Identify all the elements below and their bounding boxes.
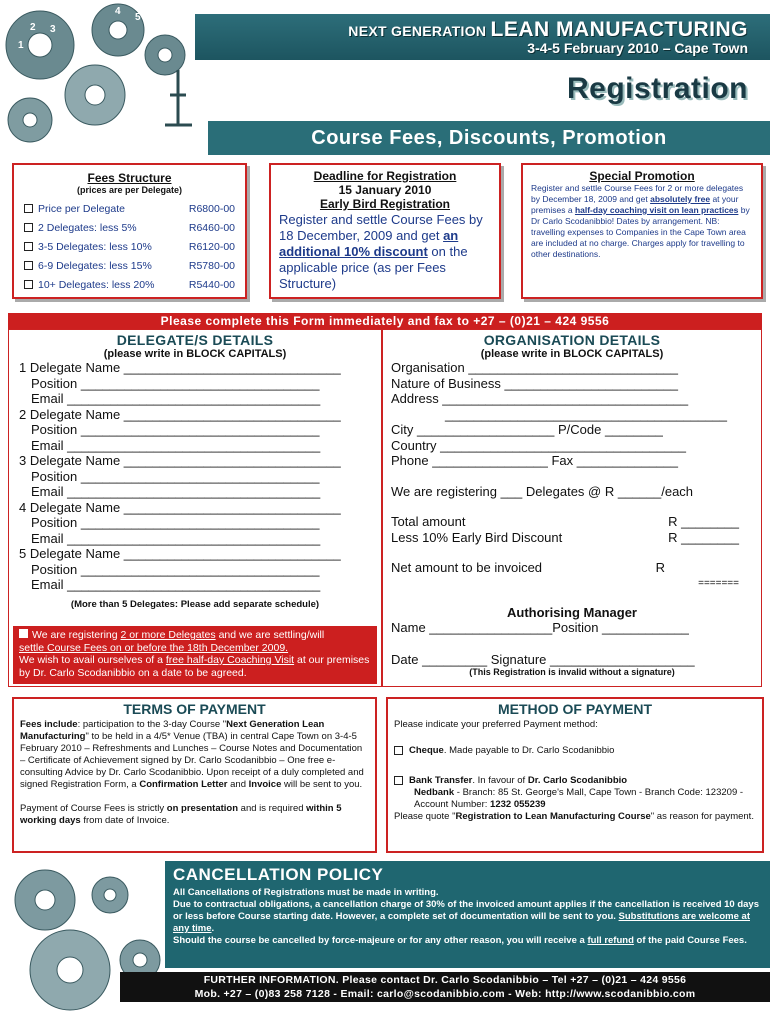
terms-of-payment-box: [12, 697, 377, 853]
country-field[interactable]: Country __________________________________: [391, 437, 686, 453]
payment-terms-text: [20, 803, 369, 827]
net-amount-underline: =======: [698, 577, 739, 589]
payment-bold-2: within 5 working days: [20, 803, 342, 826]
terms-bold-4: Invoice: [248, 779, 282, 790]
coaching-visit-option[interactable]: [13, 626, 377, 684]
method-of-payment-box: [386, 697, 764, 853]
subhead-bar: Course Fees, Discounts, Promotion: [208, 121, 770, 155]
coaching-underline-1: 2 or more Delegates: [120, 629, 216, 641]
terms-text-2: " to be held in a 4/5* Venue (TBA) in central Cape Town on 3-4-5 February 2010 – Refreshments and Lunches – Course Notes and Documentation – Certificate of Achievement signed by Dr. Carlo Scodanibbio – One free e-consulting Advice by Dr. Carlo Scodanibbio. Upon receipt of a duly completed and signed Registration Form, a: [20, 731, 364, 790]
coaching-text-3: We wish to avail ourselves of a: [19, 654, 166, 666]
footer-line-2: Mob. +27 – (0)83 258 7128 - Email: carlo@scodanibbio.com - Web: http://www.scodanibbio.com: [194, 988, 696, 1000]
fee-label: 10+ Delegates: less 20%: [38, 278, 155, 291]
signature-required-note: (This Registration is invalid without a signature): [469, 667, 675, 677]
reference-text-2: " as reason for payment.: [650, 811, 754, 822]
delegate-title: DELEGATE/S DETAILS: [116, 332, 274, 348]
delegates-count-field[interactable]: We are registering ___ Delegates @ R ______/each: [391, 483, 694, 499]
fee-row[interactable]: [24, 199, 235, 218]
header: [0, 0, 770, 120]
method-text: [394, 719, 756, 823]
delegate-3-position-field[interactable]: Position _________________________________: [31, 468, 320, 484]
fee-row[interactable]: [24, 256, 235, 275]
cancellation-line-3: [173, 935, 762, 947]
cheque-label: Cheque: [409, 745, 444, 756]
date-signature-field[interactable]: Date _________ Signature ____________________: [391, 651, 695, 667]
delegate-5-position-field[interactable]: Position _________________________________: [31, 561, 320, 577]
fee-label: 3-5 Delegates: less 10%: [38, 240, 152, 253]
svg-text:3: 3: [50, 24, 56, 35]
checkbox-icon[interactable]: [24, 261, 33, 270]
terms-text-3: and: [227, 779, 249, 790]
footer-line-1: [120, 973, 770, 987]
terms-bold-3: Confirmation Letter: [139, 779, 228, 790]
net-amount-label: Net amount to be invoiced: [391, 560, 543, 575]
fees-subtitle: (prices are per Delegate): [76, 185, 183, 195]
fee-label: 2 Delegates: less 5%: [38, 221, 137, 234]
svg-text:5: 5: [135, 12, 141, 23]
fee-price: R5440-00: [188, 278, 235, 291]
terms-bold-2: Next Generation Lean Manufacturing: [20, 719, 325, 742]
total-amount-row[interactable]: [383, 514, 761, 530]
refund-text-1: Should the course be cancelled by force-majeure or for any other reason, you will receive a: [173, 935, 588, 946]
delegate-2-name-field[interactable]: 2 Delegate Name ______________________________: [19, 406, 341, 422]
cancellation-text: [173, 887, 762, 947]
checkbox-icon[interactable]: [24, 242, 33, 251]
terms-bold-1: Fees include: [20, 719, 78, 730]
delegate-5-email-field[interactable]: Email ___________________________________: [31, 577, 321, 592]
coaching-underline-2: settle Course Fees on or before the 18th December 2009.: [19, 641, 289, 654]
cheque-option[interactable]: [394, 745, 756, 757]
refund-text-2: of the paid Course Fees.: [633, 935, 747, 946]
organisation-title: ORGANISATION DETAILS: [483, 332, 661, 348]
full-refund-text: full refund: [587, 935, 634, 946]
bank-payee: Dr. Carlo Scodanibbio: [527, 775, 628, 786]
svg-text:1: 1: [18, 40, 24, 51]
fee-label: Price per Delegate: [38, 202, 125, 215]
title-main: LEAN MANUFACTURING: [490, 18, 748, 41]
city-pcode-field[interactable]: City ___________________ P/Code ________: [391, 422, 663, 437]
bank-name: Nedbank: [414, 787, 455, 798]
fee-price: R6460-00: [188, 221, 235, 234]
delegate-subtitle: (please write in BLOCK CAPITALS): [103, 348, 287, 360]
delegate-1-email-field[interactable]: Email ___________________________________: [31, 391, 321, 406]
early-bird-discount: an additional 10% discount: [279, 228, 459, 259]
contact-phone: Please contact Dr. Carlo Scodanibbio – Tel +27 – (0)21 – 424 9556: [338, 974, 687, 986]
delegate-4-name-field[interactable]: 4 Delegate Name ______________________________: [19, 499, 341, 515]
total-amount-label: Total amount: [391, 514, 466, 529]
delegate-3-name-field[interactable]: 3 Delegate Name ______________________________: [19, 453, 341, 468]
discount-field[interactable]: R ________: [668, 529, 739, 545]
terms-text: [20, 719, 369, 791]
early-bird-text-1: Register and settle Course Fees by 18 December, 2009 and get: [279, 212, 483, 243]
fax-instruction-bar: Please complete this Form immediately and fax to +27 – (0)21 – 424 9556: [8, 313, 762, 329]
address-field[interactable]: Address __________________________________: [391, 391, 689, 406]
cheque-text: . Made payable to Dr. Carlo Scodanibbio: [443, 745, 615, 756]
promo-coaching: half-day coaching visit on lean practices: [574, 205, 739, 215]
fee-label: 6-9 Delegates: less 15%: [38, 259, 152, 272]
organisation-subtitle: (please write in BLOCK CAPITALS): [480, 348, 664, 360]
further-info-label: FURTHER INFORMATION.: [203, 974, 339, 986]
page-title: Registration: [566, 72, 748, 105]
checkbox-icon[interactable]: [394, 776, 403, 785]
delegate-5-name-field[interactable]: 5 Delegate Name ______________________________: [19, 546, 341, 561]
fee-row[interactable]: [24, 237, 235, 256]
promo-text-1: Register and settle Course Fees for 2 or more delegates by December 18, 2009 and get: [531, 183, 744, 204]
organisation-field[interactable]: Organisation _____________________________: [391, 360, 678, 375]
bank-transfer-label: Bank Transfer: [409, 775, 473, 786]
payment-bold-1: on presentation: [166, 803, 239, 814]
cancellation-title: CANCELLATION POLICY: [173, 865, 384, 884]
total-amount-field[interactable]: R ________: [668, 514, 739, 529]
checkbox-icon[interactable]: [394, 746, 403, 755]
discount-label: Less 10% Early Bird Discount: [391, 529, 563, 545]
address-field-2[interactable]: _______________________________________: [445, 406, 727, 422]
delegate-4-position-field[interactable]: Position _________________________________: [31, 515, 320, 530]
cancellation-line-2: [173, 899, 762, 935]
checkbox-icon[interactable]: [24, 223, 33, 232]
early-bird-text-2: on the applicable price (as per Fees Structure): [279, 244, 468, 291]
bank-transfer-option[interactable]: [394, 775, 756, 787]
early-bird-text: [279, 212, 491, 292]
fee-price: R6120-00: [188, 240, 235, 253]
coaching-text-1: We are registering: [32, 629, 121, 641]
authorising-manager-title: Authorising Manager: [506, 605, 637, 620]
conference-dates: 3-4-5 February 2010 – Cape Town: [527, 40, 748, 56]
title-prefix: NEXT GENERATION: [348, 23, 487, 39]
contact-footer: [120, 972, 770, 1002]
delegate-1-name-field[interactable]: 1 Delegate Name ______________________________: [19, 360, 341, 375]
deadline-title: Deadline for Registration: [313, 169, 457, 183]
fee-row[interactable]: [24, 218, 235, 237]
substitutions-text: Substitutions are welcome at any time: [173, 911, 750, 934]
bank-details: [394, 787, 756, 811]
svg-text:4: 4: [115, 6, 121, 17]
checkbox-icon[interactable]: [24, 204, 33, 213]
early-bird-title: Early Bird Registration: [319, 197, 451, 211]
special-promotion-box: [521, 163, 763, 299]
discount-row[interactable]: [383, 530, 761, 546]
payment-text-1: Payment of Course Fees is strictly: [20, 803, 167, 814]
coaching-text-4: at our premises by Dr. Carlo Scodanibbio on a date to be agreed.: [19, 654, 370, 679]
net-amount-row[interactable]: [383, 560, 761, 576]
coaching-text-2: and we are settling/will: [215, 629, 325, 641]
net-amount-field[interactable]: R: [655, 560, 665, 575]
nature-of-business-field[interactable]: Nature of Business ________________________: [391, 375, 678, 391]
cancellation-period: .: [211, 923, 215, 934]
account-number: 1232 055239: [490, 799, 546, 810]
manager-name-position-field[interactable]: Name _________________Position ____________: [391, 620, 689, 635]
promo-text: [531, 183, 753, 260]
promo-text-2: at your premises a: [531, 194, 739, 215]
coaching-underline-3: free half-day Coaching Visit: [165, 654, 295, 666]
delegate-4-email-field[interactable]: Email ___________________________________: [31, 530, 321, 546]
conference-title: [348, 18, 748, 42]
organisation-details-section: [382, 329, 762, 687]
fee-price: R5780-00: [188, 259, 235, 272]
delegate-1-position-field[interactable]: Position _________________________________: [31, 375, 320, 391]
fees-structure-box: [12, 163, 247, 299]
checkbox-icon[interactable]: [24, 280, 33, 289]
cancellation-line-1: All Cancellations of Registrations must be made in writing.: [173, 887, 439, 898]
fees-title: Fees Structure: [87, 171, 172, 185]
terms-title: TERMS OF PAYMENT: [123, 701, 266, 717]
reference-bold: Registration to Lean Manufacturing Course: [455, 811, 651, 822]
bank-transfer-text: . In favour of: [472, 775, 528, 786]
reference-text-1: Please quote ": [394, 811, 456, 822]
payment-text-2: and is required: [238, 803, 307, 814]
payment-reference: [394, 811, 756, 823]
terms-text-4: will be sent to you.: [281, 779, 363, 790]
payment-text-3: from date of Invoice.: [80, 815, 170, 826]
promo-title: Special Promotion: [589, 169, 695, 183]
deadline-box: [269, 163, 501, 299]
promo-free: absolutely free: [650, 194, 711, 204]
delegate-2-email-field[interactable]: Email ___________________________________: [31, 437, 321, 453]
promo-text-3: by Dr Carlo Scodanibbio! Dates by arrangement. NB: travelling expenses to Companies in the Cape Town area are included at no charge. Charges apply for travelling to other destinations.: [531, 205, 750, 259]
cancellation-charge-text: Due to contractual obligations, a cancellation charge of 30% of the invoiced amount applies if the cancellation is received 10 days or less before Course starting date. However, a complete set of documentation will be sent to you.: [173, 899, 759, 922]
svg-text:2: 2: [30, 22, 36, 33]
gears-graphic-icon: [0, 0, 215, 160]
terms-text-1: : participation to the 3-day Course ": [77, 719, 227, 730]
checkbox-icon[interactable]: [19, 629, 28, 638]
deadline-date: 15 January 2010: [338, 183, 432, 197]
bank-branch: - Branch: 85 St. George's Mall, Cape Town - Branch Code: 123209 - Account Number:: [414, 787, 744, 810]
cancellation-policy-box: [165, 861, 770, 968]
method-intro: Please indicate your preferred Payment method:: [394, 719, 598, 730]
fee-row[interactable]: [24, 275, 235, 294]
phone-fax-field[interactable]: Phone ________________ Fax ______________: [391, 453, 678, 468]
fee-price: R6800-00: [188, 202, 235, 215]
more-delegates-note: (More than 5 Delegates: Please add separate schedule): [70, 598, 320, 610]
delegate-3-email-field[interactable]: Email ___________________________________: [31, 484, 321, 499]
delegate-2-position-field[interactable]: Position _________________________________: [31, 422, 320, 437]
method-title: METHOD OF PAYMENT: [497, 701, 652, 717]
